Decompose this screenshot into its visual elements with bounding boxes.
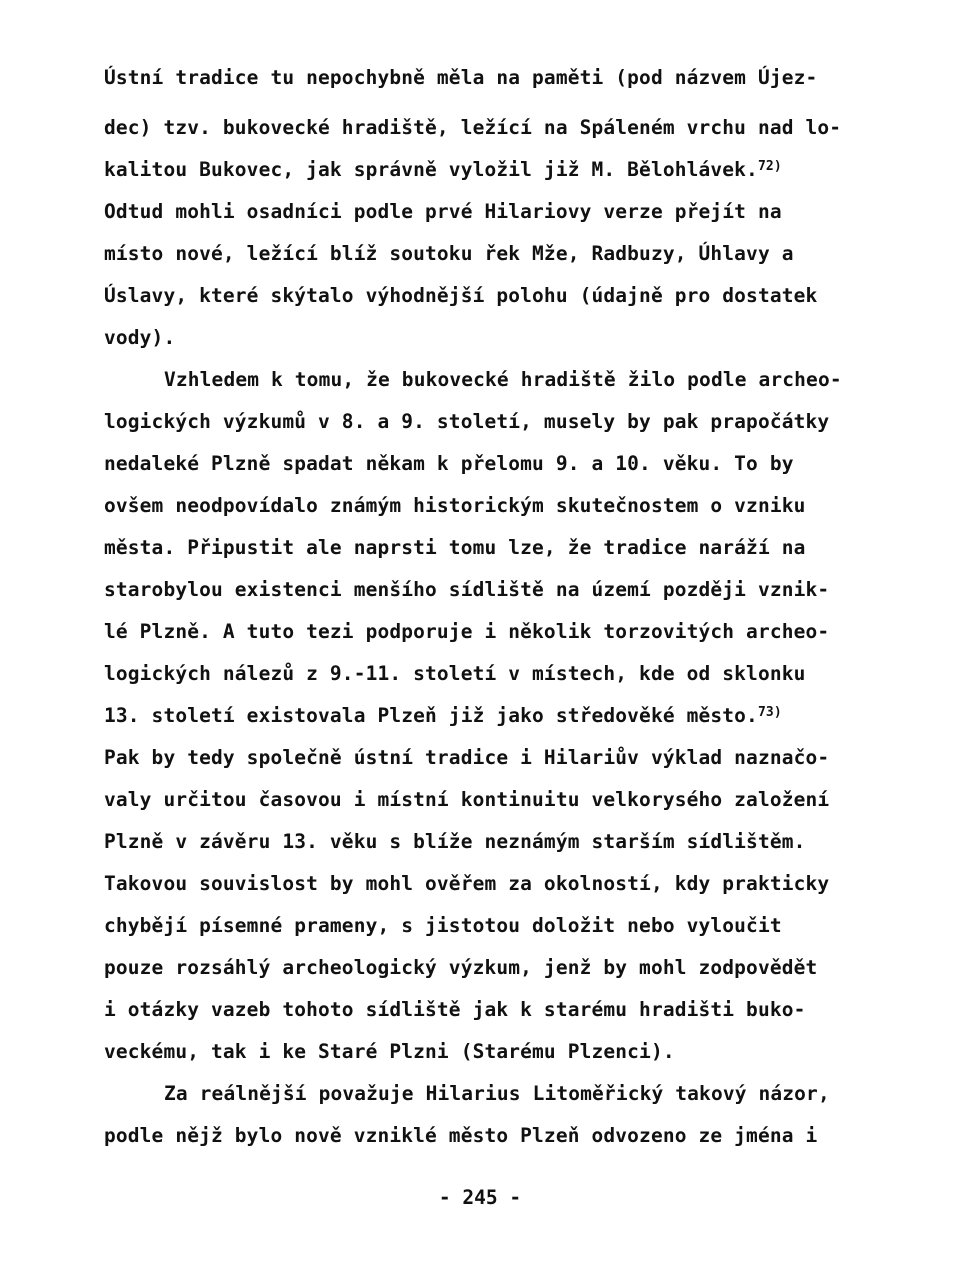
text-line: Takovou souvislost by mohl ověřem za okolností, kdy prakticky: [104, 872, 830, 895]
text-line: valy určitou časovou i místní kontinuitu velkorysého založení: [104, 788, 830, 811]
text-line: 13. století existovala Plzeň již jako středověké město.$^{73)}$: [104, 704, 782, 727]
text-line: nedaleké Plzně spadat někam k přelomu 9. a 10. věku. To by: [104, 452, 794, 475]
text-line: vody).: [104, 326, 176, 349]
text-line: Pak by tedy společně ústní tradice i Hilariův výklad naznačo-: [104, 746, 830, 769]
page-number: - 245 -: [438, 1186, 522, 1209]
text-line: místo nové, ležící blíž soutoku řek Mže, Radbuzy, Úhlavy a: [104, 242, 794, 265]
footnote-ref: 72): [757, 159, 782, 174]
text-line: i otázky vazeb tohoto sídliště jak k starému hradišti buko-: [104, 998, 806, 1021]
text-line: pouze rozsáhlý archeologický výzkum, jenž by mohl zodpovědět: [104, 956, 818, 979]
text-line: Ústní tradice tu nepochybně měla na paměti (pod názvem Újez-: [104, 66, 818, 89]
text-line: lé Plzně. A tuto tezi podporuje i několik torzovitých archeo-: [104, 620, 830, 643]
text-line: chybějí písemné prameny, s jistotou doložit nebo vyloučit: [104, 914, 782, 937]
text-line: logických výzkumů v 8. a 9. století, musely by pak prapočátky: [104, 410, 830, 433]
text-line: kalitou Bukovec, jak správně vyložil již M. Bělohlávek.$^{72)}$: [104, 158, 782, 181]
text-line: ovšem neodpovídalo známým historickým skutečnostem o vzniku: [104, 494, 806, 517]
text-line: města. Připustit ale naprsti tomu lze, že tradice naráží na: [104, 536, 806, 559]
footnote-ref: 73): [757, 705, 782, 720]
text-line: Vzhledem k tomu, že bukovecké hradiště žilo podle archeo-: [164, 368, 842, 391]
text-line: starobylou existenci menšího sídliště na území později vznik-: [104, 578, 830, 601]
text-line: dec) tzv. bukovecké hradiště, ležící na Spáleném vrchu nad lo-: [104, 116, 842, 139]
text-line: Za reálnější považuje Hilarius Litoměřický takový názor,: [164, 1082, 830, 1105]
text-line: Plzně v závěru 13. věku s blíže neznámým starším sídlištěm.: [104, 830, 806, 853]
text-line: Úslavy, které skýtalo výhodnější polohu (údajně pro dostatek: [104, 284, 818, 307]
text-line: veckému, tak i ke Staré Plzni (Starému Plzenci).: [104, 1040, 675, 1063]
text-line: logických nálezů z 9.-11. století v místech, kde od sklonku: [104, 662, 806, 685]
text-line: podle nějž bylo nově vzniklé město Plzeň odvozeno ze jména i: [104, 1124, 818, 1147]
text-line: Odtud mohli osadníci podle prvé Hilariovy verze přejít na: [104, 200, 782, 223]
